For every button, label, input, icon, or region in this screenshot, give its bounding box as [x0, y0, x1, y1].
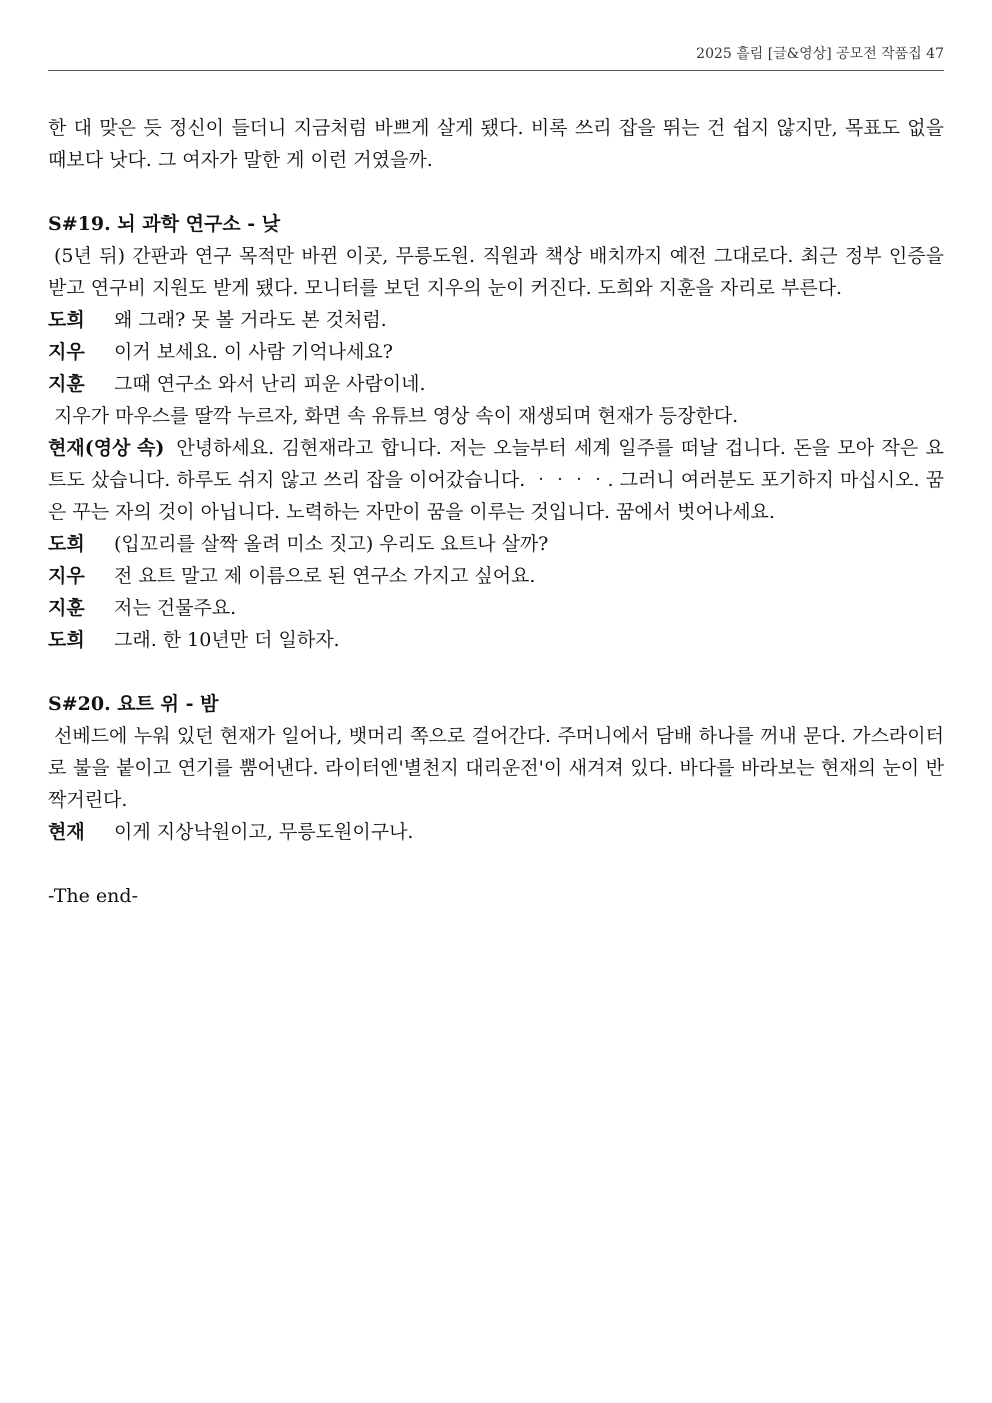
speaker-name: 현재 [48, 821, 85, 843]
running-title: 2025 흘림 [글&영상] 공모전 작품집 47 [696, 46, 944, 62]
scene-heading-19: S#19. 뇌 과학 연구소 - 낮 [48, 213, 281, 235]
action-paragraph: 선베드에 누워 있던 현재가 일어나, 뱃머리 쪽으로 걸어간다. 주머니에서 담배 하나를 꺼내 문다. 가스라이터로 불을 붙이고 연기를 뿜어낸다. 라이터엔'별천지 대리운전'이 새겨져 있다. 바다를 바라보는 현재의 눈이 반짝거린다. [48, 725, 944, 811]
speaker-name: 현재(영상 속) [48, 437, 165, 459]
dialogue-text: 이거 보세요. 이 사람 기억나세요? [114, 341, 393, 363]
spacer [48, 176, 944, 208]
speaker-name: 지훈 [48, 597, 85, 619]
dialogue-line [48, 336, 944, 368]
spacer [48, 656, 944, 688]
end-mark: -The end- [48, 885, 138, 907]
dialogue-text: 왜 그래? 못 볼 거라도 본 것처럼. [114, 309, 387, 331]
dialogue-text: 안녕하세요. 김현재라고 합니다. 저는 오늘부터 세계 일주를 떠날 겁니다. 돈을 모아 작은 요트도 샀습니다. 하루도 쉬지 않고 쓰리 잡을 이어갔습니다. ‧‧‧‧. 그러니 여러분도 포기하지 마십시오. 꿈은 꾸는 자의 것이 아닙니다. 노력하는 자만이 꿈을 이루는 것입니다. 꿈에서 벗어나세요. [48, 437, 944, 523]
speaker-name: 도희 [48, 309, 85, 331]
dialogue-line [48, 368, 944, 400]
action-paragraph: 지우가 마우스를 딸깍 누르자, 화면 속 유튜브 영상 속이 재생되며 현재가 등장한다. [54, 405, 739, 427]
dialogue-line [48, 304, 944, 336]
dialogue-line [48, 592, 944, 624]
dialogue-text: 그래. 한 10년만 더 일하자. [114, 629, 340, 651]
opening-paragraph: 한 대 맞은 듯 정신이 들더니 지금처럼 바쁘게 살게 됐다. 비록 쓰리 잡을 뛰는 건 쉽지 않지만, 목표도 없을 때보다 낫다. 그 여자가 말한 게 이런 거였을까. [48, 117, 944, 171]
spacer [48, 848, 944, 880]
script-body [48, 112, 944, 912]
dialogue-text: 저는 건물주요. [114, 597, 237, 619]
dialogue-line-video [48, 432, 944, 528]
dialogue-text: 이게 지상낙원이고, 무릉도원이구나. [114, 821, 414, 843]
dialogue-text: 그때 연구소 와서 난리 피운 사람이네. [114, 373, 426, 395]
dialogue-line [48, 560, 944, 592]
dialogue-text: 전 요트 말고 제 이름으로 된 연구소 가지고 싶어요. [114, 565, 536, 587]
page-header [48, 44, 944, 71]
speaker-name: 도희 [48, 629, 85, 651]
dialogue-line [48, 528, 944, 560]
speaker-name: 지우 [48, 341, 85, 363]
scene-heading-20: S#20. 요트 위 - 밤 [48, 693, 219, 715]
action-paragraph: (5년 뒤) 간판과 연구 목적만 바뀐 이곳, 무릉도원. 직원과 책상 배치까지 예전 그대로다. 최근 정부 인증을 받고 연구비 지원도 받게 됐다. 모니터를 보던 지우의 눈이 커진다. 도희와 지훈을 자리로 부른다. [48, 245, 944, 299]
dialogue-line [48, 624, 944, 656]
speaker-name: 지우 [48, 565, 85, 587]
dialogue-text: (입꼬리를 살짝 올려 미소 짓고) 우리도 요트나 살까? [114, 533, 549, 555]
speaker-name: 도희 [48, 533, 85, 555]
dialogue-line [48, 816, 944, 848]
speaker-name: 지훈 [48, 373, 85, 395]
